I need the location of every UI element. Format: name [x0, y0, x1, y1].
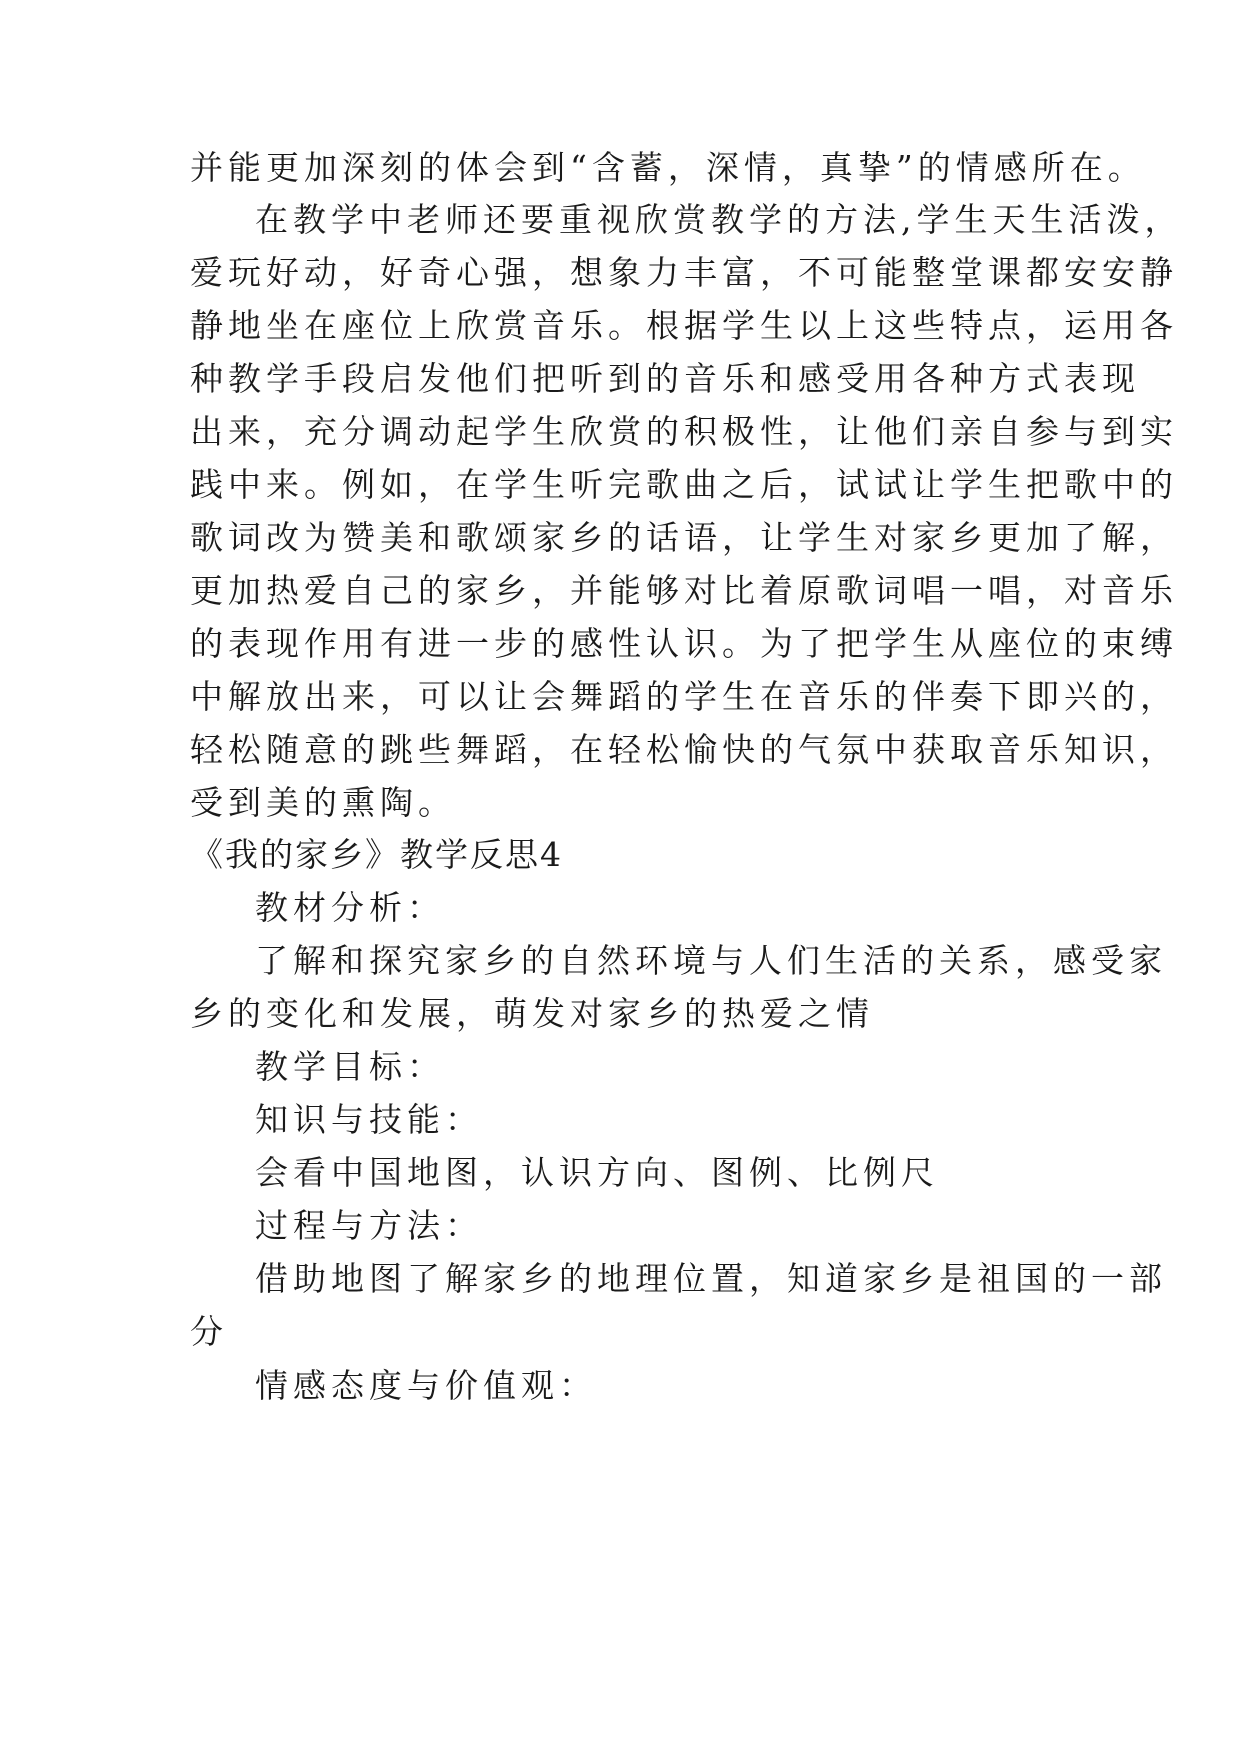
text-line: 受到美的熏陶。 — [190, 783, 456, 822]
text-line: 中解放出来，可以让会舞蹈的学生在音乐的伴奏下即兴的， — [190, 677, 1178, 716]
text-line: 践中来。例如，在学生听完歌曲之后，试试让学生把歌中的 — [190, 465, 1178, 504]
paragraph-start: 会看中国地图，认识方向、图例、比例尺 — [255, 1153, 939, 1192]
text-line: 并能更加深刻的体会到“含蓄，深情，真挚”的情感所在。 — [190, 148, 1146, 187]
text-line: 静地坐在座位上欣赏音乐。根据学生以上这些特点，运用各 — [190, 306, 1178, 345]
text-line: 爱玩好动，好奇心强，想象力丰富，不可能整堂课都安安静 — [190, 253, 1178, 292]
text-line: 分 — [190, 1312, 228, 1351]
text-line: 更加热爱自己的家乡，并能够对比着原歌词唱一唱，对音乐 — [190, 571, 1178, 610]
text-line: 的表现作用有进一步的感性认识。为了把学生从座位的束缚 — [190, 624, 1178, 663]
text-line: 出来，充分调动起学生欣赏的积极性，让他们亲自参与到实 — [190, 412, 1178, 451]
subheading: 过程与方法： — [255, 1206, 483, 1245]
section-heading: 《我的家乡》教学反思4 — [190, 835, 563, 874]
subheading: 情感态度与价值观： — [255, 1366, 597, 1405]
subheading: 教材分析： — [255, 888, 445, 927]
subheading: 教学目标： — [255, 1047, 445, 1086]
paragraph-start: 在教学中老师还要重视欣赏教学的方法,学生天生活泼， — [255, 200, 1183, 239]
text-line: 轻松随意的跳些舞蹈，在轻松愉快的气氛中获取音乐知识， — [190, 730, 1178, 769]
paragraph-start: 了解和探究家乡的自然环境与人们生活的关系，感受家 — [255, 941, 1167, 980]
paragraph-start: 借助地图了解家乡的地理位置，知道家乡是祖国的一部 — [255, 1259, 1167, 1298]
text-line: 种教学手段启发他们把听到的音乐和感受用各种方式表现 — [190, 359, 1140, 398]
text-line: 乡的变化和发展，萌发对家乡的热爱之情 — [190, 994, 874, 1033]
subheading: 知识与技能： — [255, 1100, 483, 1139]
text-line: 歌词改为赞美和歌颂家乡的话语，让学生对家乡更加了解， — [190, 518, 1178, 557]
